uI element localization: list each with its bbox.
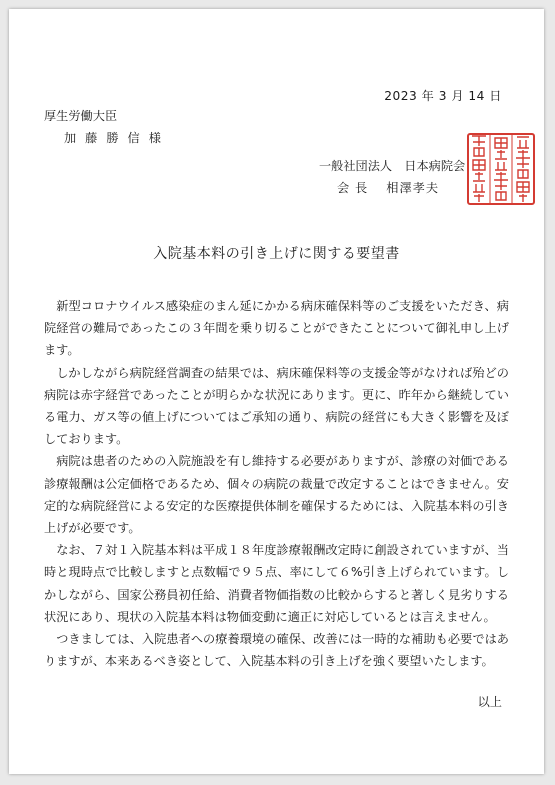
addressee-name: 加藤勝信様 [64,131,170,145]
seal-glyph-stroke [472,136,486,156]
body-paragraph: 新型コロナウイルス感染症のまん延にかかる病床確保料等のご支援をいただき、病院経営の難局であったこの３年間を乗り切ることができたことについて御礼申し上げます。 [44,299,509,358]
letter-body [44,295,509,672]
body-paragraph: なお、７対１入院基本料は平成１８年度診療報酬改定時に創設されていますが、当時と現時点で比較しますと点数幅で９５点、率にして６%引き上げられています。しかしながら、国家公務員初任給、消費者物価指数の比較からすると著しく見劣りする状況にあり、現状の入院基本料は物価変動に適正に対応しているとは言えません。 [44,543,509,624]
body-paragraph: 病院は患者のための入院施設を有し維持する必要がありますが、診療の対価である診療報酬は公定価格であるため、個々の病院の裁量で改定することはできません。安定的な病院経営による安定的な医療提供体制を確保するためには、入院基本料の引き上げが必要です。 [44,454,509,536]
letter-date: 2023 年 3 月 14 日 [384,89,502,103]
sender-role: 会 長 相澤孝夫 [337,181,440,195]
addressee-org: 厚生労働大臣 [44,109,118,123]
document-title: 入院基本料の引き上げに関する要望書 [153,246,400,262]
official-seal-stamp [466,132,536,206]
seal-glyph-stroke [495,138,507,158]
seal-glyph-stroke [473,181,485,202]
seal-glyph-stroke [517,137,529,158]
seal-glyph-stroke [517,182,529,202]
seal-glyph-stroke [495,159,507,180]
addressee-block [44,105,170,149]
letter-page [9,9,544,774]
sender-block [319,155,465,199]
seal-glyph-stroke [473,160,485,180]
seal-glyph-stroke [494,180,508,200]
sender-org: 一般社団法人 日本病院会 [319,159,466,173]
body-paragraph: しかしながら病院経営調査の結果では、病床確保料等の支援金等がなければ殆どの病院は赤字経営であったことが明らかな状況にあります。更に、昨年から継続している電力、ガス等の値上げについてはご承知の通り、病院の経営にも大きく影響を及ぼしております。 [44,365,509,447]
body-paragraph: つきましては、入院患者への療養環境の確保、改善には一時的な補助も必要ではありますが、本来あるべき姿として、入院基本料の引き上げを強く要望いたします。 [44,632,509,669]
seal-glyph-stroke [516,158,530,178]
closing-mark: 以上 [477,695,502,709]
